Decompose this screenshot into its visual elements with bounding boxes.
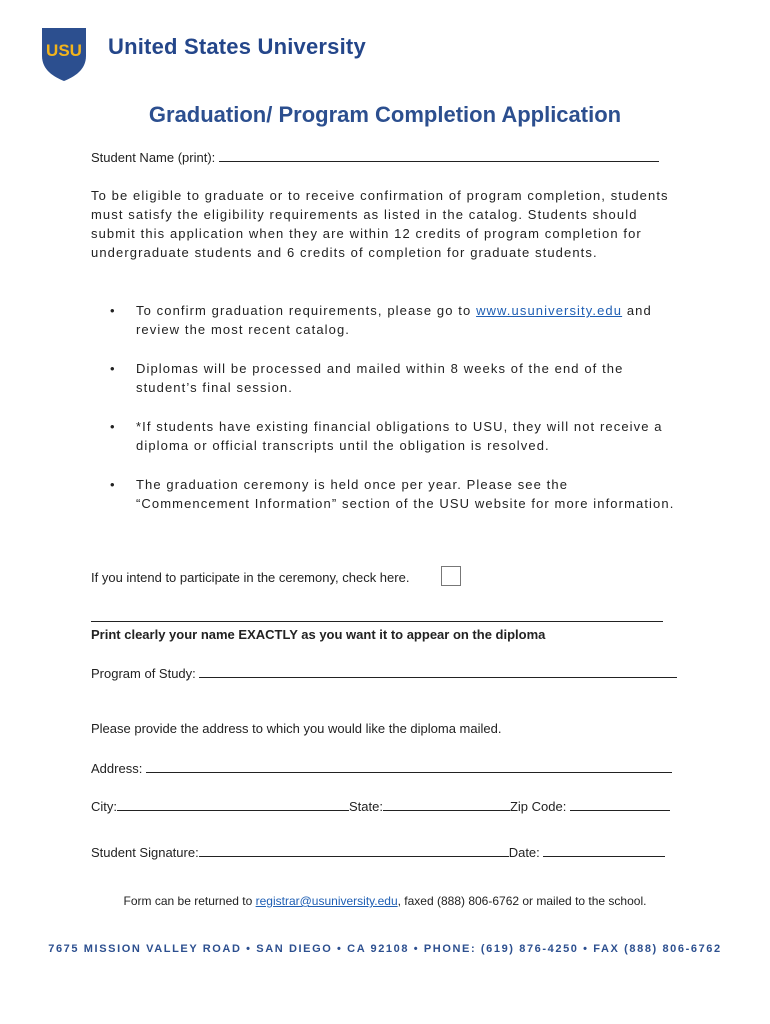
list-item: • The graduation ceremony is held once per year. Please see the “Commencement Information” section of the USU website for more information. <box>104 475 684 513</box>
return-text: Form can be returned to <box>123 894 256 908</box>
return-instructions <box>0 894 770 908</box>
list-item: • *If students have existing financial obligations to USU, they will not receive a diploma or official transcripts until the obligation is resolved. <box>104 417 684 455</box>
ceremony-checkbox[interactable] <box>441 566 461 586</box>
bullet-text: and review the most recent catalog. <box>136 303 652 337</box>
city-field[interactable] <box>117 798 349 811</box>
student-name-row <box>91 149 659 165</box>
footer-contact-line: 7675 MISSION VALLEY ROAD • SAN DIEGO • CA 92108 • PHONE: (619) 876-4250 • FAX (888) 806-6762 <box>48 943 722 955</box>
address-instruction: Please provide the address to which you would like the diploma mailed. <box>91 721 502 736</box>
info-bullet-list <box>104 301 684 533</box>
city-label: City: <box>91 799 117 814</box>
zip-field[interactable] <box>570 798 670 811</box>
page-title: Graduation/ Program Completion Application <box>148 102 622 127</box>
student-name-label: Student Name (print): <box>91 150 216 165</box>
state-label: State: <box>349 799 383 814</box>
zip-label: Zip Code: <box>509 799 567 814</box>
list-item <box>104 301 684 339</box>
university-website-link[interactable]: www.usuniversity.edu <box>476 303 623 318</box>
registrar-email-link[interactable]: registrar@usuniversity.edu <box>255 894 398 908</box>
return-text: , faxed (888) 806-6762 or mailed to the school. <box>397 894 647 908</box>
list-item: • Diplomas will be processed and mailed within 8 weeks of the end of the student’s final session. <box>104 359 684 397</box>
signature-label: Student Signature: <box>91 845 199 860</box>
diploma-name-field[interactable] <box>91 621 663 622</box>
eligibility-paragraph: To be eligible to graduate or to receive confirmation of program completion, students must satisfy the eligibility requirements as listed in the catalog. Students should submit this application when they are within 12 credits of program completion for undergraduate students and 6 credits of completion for graduate students. <box>91 188 669 260</box>
address-label: Address: <box>91 761 143 776</box>
date-field[interactable] <box>543 844 665 857</box>
date-label: Date: <box>508 845 540 860</box>
address-field[interactable] <box>146 760 672 773</box>
student-name-field[interactable] <box>219 149 659 162</box>
signature-date-row <box>91 844 665 860</box>
signature-field[interactable] <box>199 844 509 857</box>
usu-shield-logo <box>40 26 88 82</box>
state-field[interactable] <box>383 798 510 811</box>
program-row <box>91 665 677 681</box>
city-state-zip-row <box>91 798 670 814</box>
bullet-text: To confirm graduation requirements, please go to <box>136 303 477 318</box>
program-field[interactable] <box>199 665 677 678</box>
diploma-name-label: Print clearly your name EXACTLY as you want it to appear on the diploma <box>91 627 546 642</box>
logo-text: USU <box>46 41 82 60</box>
ceremony-label: If you intend to participate in the ceremony, check here. <box>91 570 410 585</box>
org-name: United States University <box>108 34 366 59</box>
address-row <box>91 760 672 776</box>
program-label: Program of Study: <box>91 666 196 681</box>
